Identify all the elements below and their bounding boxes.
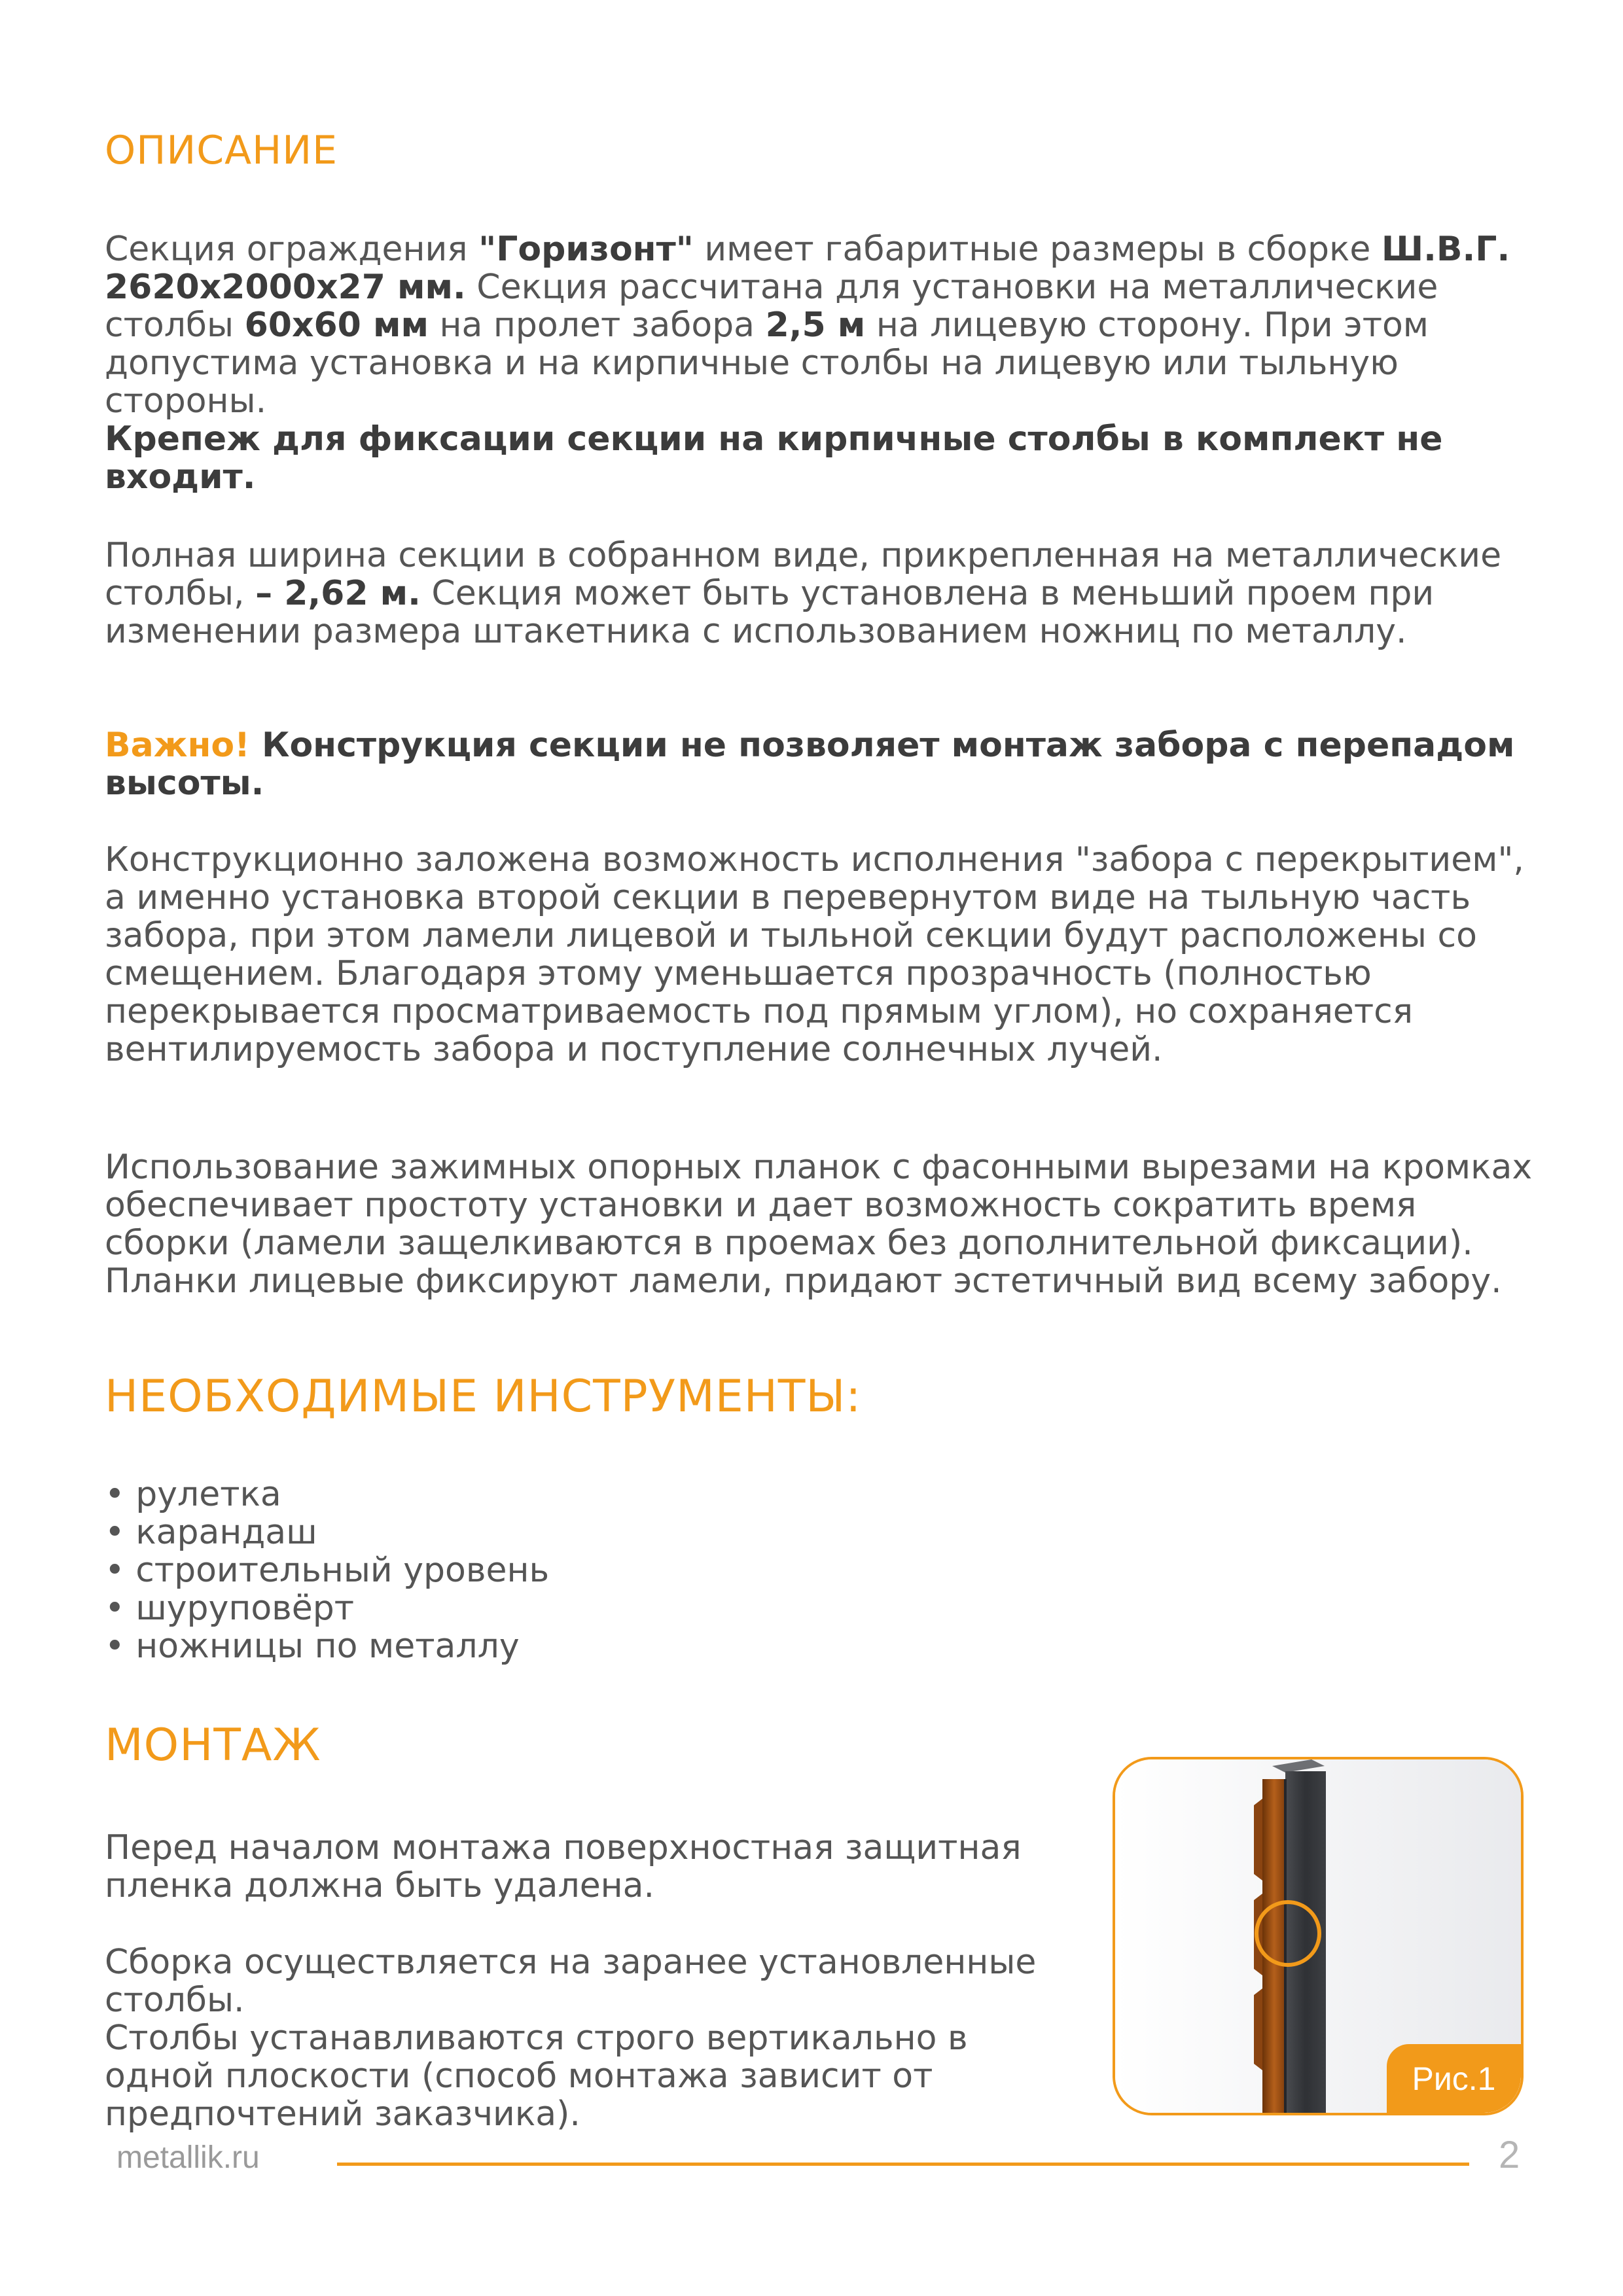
list-item: • шуруповёрт [105, 1589, 549, 1627]
section-title-mounting: МОНТАЖ [105, 1720, 321, 1771]
footer-site-link[interactable]: metallik.ru [116, 2140, 260, 2175]
list-item: • карандаш [105, 1513, 549, 1551]
list-item: • ножницы по металлу [105, 1627, 549, 1665]
figure-label: Рис.1 [1387, 2044, 1521, 2113]
important-note: Важно! Конструкция секции не позволяет монтаж забора с перепадом высоты. [105, 726, 1515, 803]
footer-divider [337, 2163, 1469, 2166]
figure-post [1113, 1757, 1524, 2115]
section-title-tools: НЕОБХОДИМЫЕ ИНСТРУМЕНТЫ: [105, 1371, 862, 1422]
mounting-paragraph-1: Перед началом монтажа поверхностная защитная пленка должна быть удалена. [105, 1828, 1022, 1905]
mounting-paragraph-3: Столбы устанавливаются строго вертикально в одной плоскости (способ монтажа зависит от предпочтений заказчика). [105, 2019, 968, 2134]
description-paragraph-5: Использование зажимных опорных планок с фасонными вырезами на кромках обеспечивает простоту установки и дает возможность сократить время сборки (ламели защелкиваются в проемах без дополнительной фиксации). Планки лицевые фиксируют ламели, придают эстетичный вид всему забору. [105, 1148, 1533, 1301]
description-paragraph-1: Секция ограждения "Горизонт" имеет габаритные размеры в сборке Ш.В.Г. 2620х2000х27 мм. Секция рассчитана для установки на металлические столбы 60х60 мм на пролет забора 2,5 м на лицевую сторону. При этом допустима установка и на кирпичные столбы на лицевую или тыльную стороны. Крепеж для фиксации секции на кирпичные столбы в комплект не входит. [105, 230, 1510, 497]
description-paragraph-2: Полная ширина секции в собранном виде, прикрепленная на металлические столбы, – 2,62 м. Секция может быть установлена в меньший проем при изменении размера штакетника с использованием ножниц по металлу. [105, 536, 1502, 651]
section-title-description: ОПИСАНИЕ [105, 128, 338, 173]
list-item: • строительный уровень [105, 1551, 549, 1589]
description-paragraph-4: Конструкционно заложена возможность исполнения "забора с перекрытием", а именно установка второй секции в перевернутом виде на тыльную часть забора, при этом ламели лицевой и тыльной секции будут расположены со смещением. Благодаря этому уменьшается прозрачность (полностью перекрывается просматриваемость под прямым углом), но сохраняется вентилируемость забора и поступление солнечных лучей. [105, 840, 1524, 1069]
list-item: • рулетка [105, 1475, 549, 1513]
page-number: 2 [1499, 2134, 1520, 2176]
tools-list [105, 1475, 549, 1665]
mounting-paragraph-2: Сборка осуществляется на заранее установленные столбы. [105, 1943, 1037, 2020]
